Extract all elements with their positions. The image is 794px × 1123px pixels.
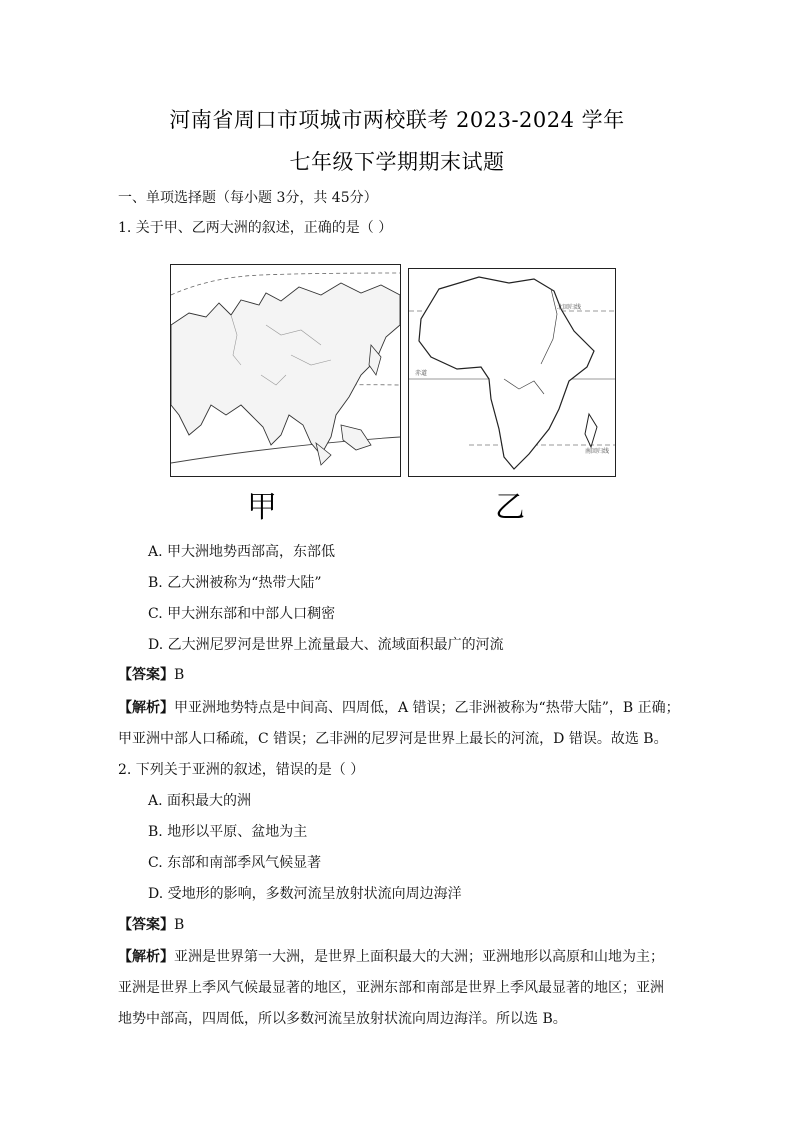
q1-option-d: D. 乙大洲尼罗河是世界上流量最大、流域面积最广的河流 (148, 637, 504, 653)
question-2-stem: 2. 下列关于亚洲的叙述，错误的是（ ） (118, 762, 365, 778)
asia-map-drawing (171, 265, 400, 476)
q1-answer-tag: 【答案】 (118, 667, 174, 683)
document-title-line2: 七年级下学期期末试题 (289, 150, 505, 174)
q1-answer-value: B (174, 667, 185, 683)
section-heading: 一、单项选择题（每小题 3分，共 45分） (118, 190, 378, 206)
question-1-stem: 1. 关于甲、乙两大洲的叙述，正确的是（ ） (118, 220, 393, 236)
q2-option-d: D. 受地形的影响，多数河流呈放射状流向周边海洋 (148, 886, 462, 902)
q1-analysis-line-2: 甲亚洲中部人口稀疏，C 错误；乙非洲的尼罗河是世界上最长的河流，D 错误。故选 B。 (118, 731, 668, 747)
q2-analysis-line-3: 地势中部高，四周低，所以多数河流呈放射状流向周边海洋。所以选 B。 (118, 1011, 567, 1027)
asia-map (170, 264, 401, 477)
q1-option-b: B. 乙大洲被称为“热带大陆” (148, 575, 322, 591)
q2-analysis-tag: 【解析】 (118, 949, 174, 965)
q1-option-c: C. 甲大洲东部和中部人口稠密 (148, 606, 336, 622)
q2-analysis-line-1 (118, 946, 664, 966)
q2-analysis-line-2: 亚洲是世界上季风气候最显著的地区，亚洲东部和南部是世界上季风最显著的地区；亚洲 (118, 980, 664, 996)
q1-analysis-tag: 【解析】 (118, 700, 174, 716)
equator-label: 赤道 (415, 370, 428, 377)
tropic-south-label: 南回归线 (585, 448, 610, 455)
q1-analysis-text-1: 甲亚洲地势特点是中间高、四周低，A 错误；乙非洲被称为“热带大陆”，B 正确； (174, 700, 680, 716)
q2-option-c: C. 东部和南部季风气候显著 (148, 855, 322, 871)
q2-answer-value: B (174, 917, 185, 933)
q2-analysis-text-1: 亚洲是世界第一大洲，是世界上面积最大的大洲；亚洲地形以高原和山地为主； (174, 949, 664, 965)
q1-analysis-line-1 (118, 697, 680, 717)
q2-option-b: B. 地形以平原、盆地为主 (148, 824, 308, 840)
map-label-yi: 乙 (495, 490, 525, 525)
q1-option-a: A. 甲大洲地势西部高，东部低 (148, 544, 336, 560)
document-title-line1: 河南省周口市项城市两校联考 2023-2024 学年 (169, 108, 625, 132)
q1-answer (118, 664, 184, 684)
q2-option-a: A. 面积最大的洲 (148, 793, 252, 809)
africa-map-drawing (409, 269, 615, 476)
q2-answer (118, 914, 184, 934)
tropic-north-label: 北回归线 (557, 304, 582, 311)
africa-map (408, 268, 616, 477)
map-label-jia: 甲 (247, 490, 277, 525)
q2-answer-tag: 【答案】 (118, 917, 174, 933)
